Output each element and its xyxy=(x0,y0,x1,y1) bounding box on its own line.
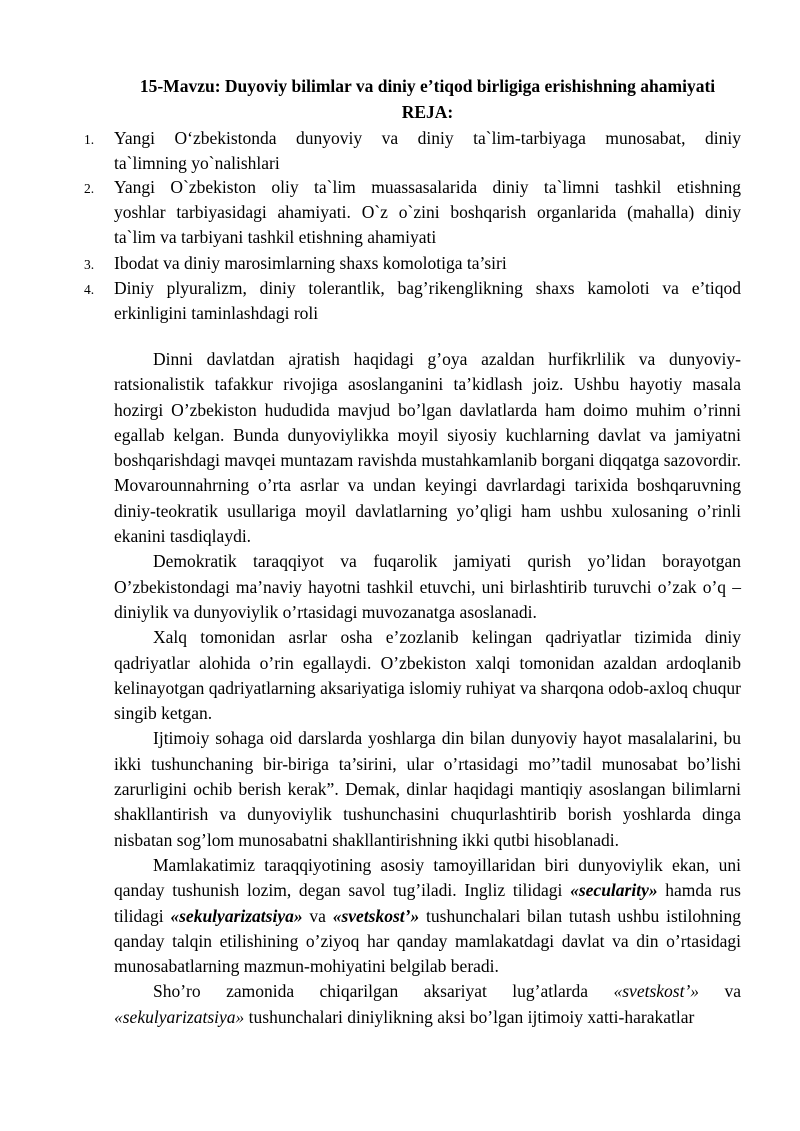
paragraph-6-text: tushunchalari diniylikning aksi bo’lgan ijtimoiy xatti-harakatlar xyxy=(244,1006,695,1027)
plan-item-number: 4. xyxy=(84,282,95,297)
term-svetskost: «svetskost’» xyxy=(613,981,700,1002)
plan-item-line: erkinligini taminlashdagi roli xyxy=(114,303,319,323)
paragraph-6-text: va xyxy=(699,981,741,1002)
plan-item-text xyxy=(114,251,741,276)
paragraph-6 xyxy=(114,979,741,1030)
term-sekulyarizatsiya: «sekulyarizatsiya» xyxy=(114,1006,245,1027)
plan-item-number: 3. xyxy=(84,257,95,272)
term-sekulyarizatsiya: «sekulyarizatsiya» xyxy=(170,905,303,926)
plan-item-line: Yangi O`zbekiston oliy ta`lim muassasalarida diniy ta`limni tashkil etishning xyxy=(114,177,741,197)
plan-item-number: 1. xyxy=(84,132,95,147)
paragraph-2: Demokratik taraqqiyot va fuqarolik jamiyati qurish yo’lidan borayotgan O’zbekistondagi ma’naviy hayotni tashkil etuvchi, uni birlashtirib turuvchi o’zak o’q – diniylik va dunyoviylik o’rtasidagi muvozanatga asoslanadi. xyxy=(114,551,741,622)
paragraph-5-text: va xyxy=(302,905,333,926)
plan-item-line: ta`limning yo`nalishlari xyxy=(114,153,280,173)
plan-item-text xyxy=(114,175,741,250)
plan-item-line: ta`lim va tarbiyani tashkil etishning ahamiyati xyxy=(114,227,437,247)
paragraph-4: Ijtimoiy sohaga oid darslarda yoshlarga din bilan dunyoviy hayot masalalarini, bu ikki tushunchaning bir-biriga ta’sirini, ular o’rtasidagi mo’’tadil munosabat bo’lishi zarurligini ochib berish kerak”. Demak, dinlar haqidagi mantiqiy asoslangan bilimlarni shakllantirish va dunyoviylik tushunchasini chuqurlashtirib borish yoshlarda dinga nisbatan sog’lom munosabatni shakllantirishning ikki qutbi hisoblanadi. xyxy=(114,728,741,850)
document-title: 15-Mavzu: Duyoviy bilimlar va diniy e’tiqod birligiga erishishning ahamiyati xyxy=(139,76,716,96)
paragraph-1: Dinni davlatdan ajratish haqidagi g’oya azaldan hurfikrlilik va dunyoviy-ratsionalistik tafakkur rivojiga asoslanganini ta’kidlash joiz. Ushbu hayotiy masala hozirgi O’zbekiston hududida mavjud bo’lgan davlatlarda ham doimo muhim o’rinni egallab kelgan. Bunda dunyoviylikka moyil siyosiy kuchlarning davlat va jamiyatni boshqarishdagi mavqei muntazam ravishda mustahkamlanib borgani diqqatga sazovordir. Movarounnahrning o’rta asrlar va undan keyingi davrlardagi tarixida boshqaruvning diniy-teokratik usullariga moyil davlatlarning yo’qligi ham ushbu xulosaning o’rinli ekanini tasdiqlaydi. xyxy=(114,349,741,547)
paragraph-5-text: hamda rus tilidagi xyxy=(114,880,741,926)
plan-item-line: yoshlar tarbiyasidagi ahamiyati. O`z o`zini boshqarish organlarida (mahalla) diniy xyxy=(114,202,741,222)
term-svetskost: «svetskost’» xyxy=(332,905,420,926)
term-secularity: «secularity» xyxy=(570,880,658,901)
plan-item-text xyxy=(114,126,741,176)
plan-heading: REJA: xyxy=(401,102,454,122)
plan-item-line: Diniy plyuralizm, diniy tolerantlik, bag’rikenglikning shaxs kamoloti va e’tiqod xyxy=(114,278,741,298)
document-body xyxy=(114,347,741,1030)
paragraph-5-text: Mamlakatimiz taraqqiyotining asosiy tamoyillaridan biri dunyoviylik ekan, uni qanday tushunish lozim, degan savol tug’iladi. Ingliz tilidagi xyxy=(114,854,741,901)
paragraph-5 xyxy=(114,853,741,979)
plan-item-text xyxy=(114,276,741,326)
paragraph-5-text: tushunchalari bilan tutash ushbu istilohning qanday talqin etilishining o’ziyoq har qanday mamlakatdagi davlat va din o’rtasidagi munosabatlarning mazmun-mohiyatini belgilab beradi. xyxy=(114,905,741,977)
paragraph-3: Xalq tomonidan asrlar osha e’zozlanib kelingan qadriyatlar tizimida diniy qadriyatlar alohida o’rin egallaydi. O’zbekiston xalqi tomonidan azaldan ardoqlanib kelinayotgan qadriyatlarning aksariyatiga islomiy ruhiyat va sharqona odob-axloq chuqur singib ketgan. xyxy=(114,627,741,724)
plan-item-line: Yangi O‘zbekistonda dunyoviy va diniy ta`lim-tarbiyaga munosabat, diniy xyxy=(114,128,741,148)
plan-item-line: Ibodat va diniy marosimlarning shaxs komolotiga ta’siri xyxy=(114,253,507,273)
paragraph-6-text: Sho’ro zamonida chiqarilgan aksariyat lug’atlarda xyxy=(153,981,614,1002)
plan-item-number: 2. xyxy=(84,181,95,196)
